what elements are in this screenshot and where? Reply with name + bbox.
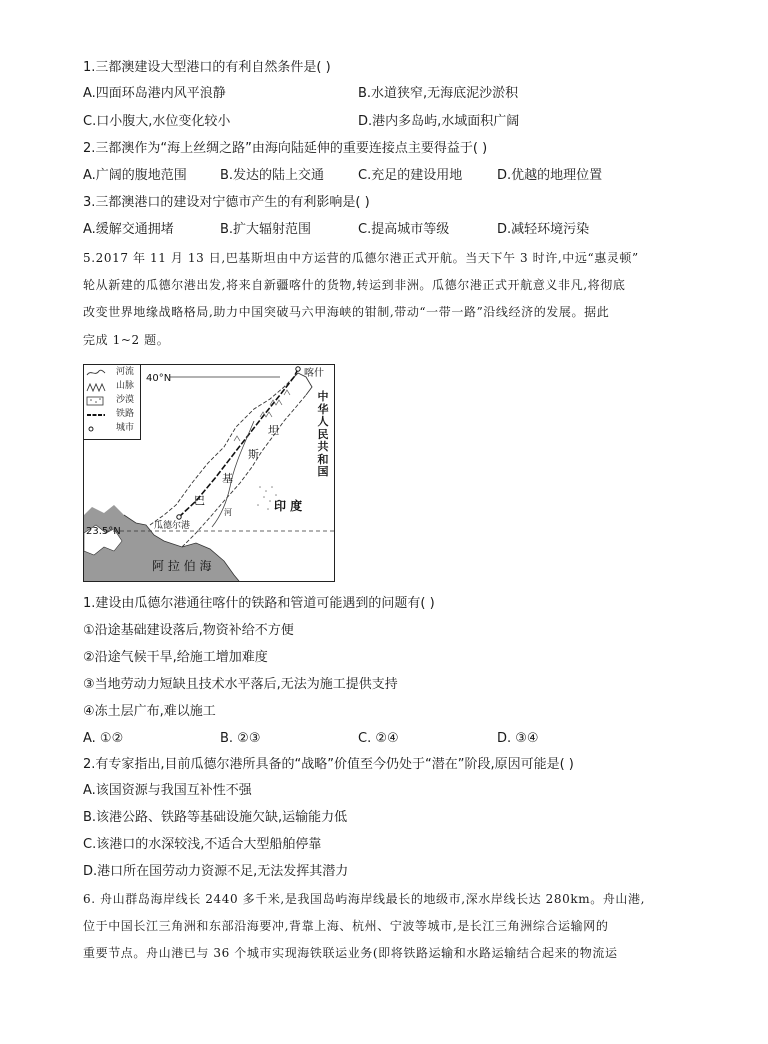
legend-item-mountain — [86, 381, 140, 393]
sub-question-2-option-a: A.该国资源与我国互补性不强 — [83, 783, 252, 798]
sub-question-1-option-d: D. ③④ — [497, 731, 539, 746]
legend-item-city — [86, 423, 140, 435]
legend-label-desert: 沙漠 — [116, 395, 135, 405]
question-2-option-a: A.广阔的腹地范围 — [83, 168, 187, 183]
question-3-option-b: B.扩大辐射范围 — [220, 222, 312, 237]
question-1-option-b: B.水道狭窄,无海底泥沙淤积 — [358, 86, 519, 101]
passage-5-line-4: 完成 1~2 题。 — [83, 333, 170, 347]
sub-question-2-option-b: B.该港公路、铁路等基础设施欠缺,运输能力低 — [83, 810, 348, 825]
map-figure — [83, 364, 335, 582]
sub-question-1-stem: 1.建设由瓜德尔港通往喀什的铁路和管道可能遇到的问题有( ) — [83, 596, 435, 611]
passage-5-line-3: 改变世界地缘战略格局,助力中国突破马六甲海峡的钳制,带动“一带一路”沿线经济的发展。据此 — [83, 305, 610, 319]
label-latitude-23-5n: 23.5°N — [86, 526, 121, 537]
question-2-option-b: B.发达的陆上交通 — [220, 168, 325, 183]
label-india: 印 度 — [274, 499, 303, 513]
legend-label-mountain: 山脉 — [116, 381, 135, 391]
city-icon — [86, 424, 106, 434]
legend-label-railway: 铁路 — [116, 409, 135, 419]
question-2-option-d: D.优越的地理位置 — [497, 168, 603, 183]
sub-question-2-stem: 2.有专家指出,目前瓜德尔港所具备的“战略”价值至今仍处于“潜在”阶段,原因可能是( ) — [83, 757, 574, 772]
passage-5-line-1: 5.2017 年 11 月 13 日,巴基斯坦由中方运营的瓜德尔港正式开航。当天下午 3 时许,中远“惠灵顿” — [83, 251, 639, 265]
legend-item-desert — [86, 395, 140, 407]
label-pakistan-2: 基 — [222, 472, 233, 485]
question-3-option-c: C.提高城市等级 — [358, 222, 450, 237]
label-latitude-40n: 40°N — [146, 373, 172, 384]
question-3-stem: 3.三都澳港口的建设对宁德市产生的有利影响是( ) — [83, 195, 370, 210]
desert-icon — [86, 396, 106, 406]
question-3-option-a: A.缓解交通拥堵 — [83, 222, 174, 237]
railway-icon — [86, 410, 106, 420]
sub-question-1-item-3: ③当地劳动力短缺且技术水平落后,无法为施工提供支持 — [83, 677, 398, 692]
legend-item-river — [86, 367, 140, 379]
sub-question-2-option-c: C.该港口的水深较浅,不适合大型船舶停靠 — [83, 837, 322, 852]
passage-5-line-2: 轮从新建的瓜德尔港出发,将来自新疆喀什的货物,转运到非洲。瓜德尔港正式开航意义非凡,将彻底 — [83, 278, 626, 292]
map-legend — [84, 365, 141, 440]
sub-question-1-option-b: B. ②③ — [220, 731, 261, 746]
passage-6-line-1: 6. 舟山群岛海岸线长 2440 多千米,是我国岛屿海岸线最长的地级市,深水岸线长达 280km。舟山港, — [83, 892, 646, 906]
question-1-option-a: A.四面环岛港内风平浪静 — [83, 86, 226, 101]
question-1-option-c: C.口小腹大,水位变化较小 — [83, 114, 231, 129]
sub-question-2-option-d: D.港口所在国劳动力资源不足,无法发挥其潜力 — [83, 864, 349, 879]
passage-6-line-2: 位于中国长江三角洲和东部沿海要冲,背靠上海、杭州、宁波等城市,是长江三角洲综合运输网的 — [83, 919, 609, 933]
question-1-option-d: D.港内多岛屿,水域面积广阔 — [358, 114, 520, 129]
label-pakistan-3: 斯 — [248, 448, 259, 461]
mountain-icon — [86, 382, 106, 392]
river-icon — [86, 368, 106, 378]
label-arabian-sea: 阿 拉 伯 海 — [152, 559, 212, 573]
sub-question-1-option-a: A. ①② — [83, 731, 124, 746]
question-1-stem: 1.三都澳建设大型港口的有利自然条件是( ) — [83, 60, 331, 75]
passage-6-line-3: 重要节点。舟山港已与 36 个城市实现海铁联运业务(即将铁路运输和水路运输结合起来的物流运 — [83, 946, 618, 960]
label-pakistan-4: 坦 — [268, 424, 279, 437]
legend-item-railway — [86, 409, 140, 421]
sub-question-1-option-c: C. ②④ — [358, 731, 399, 746]
question-2-option-c: C.充足的建设用地 — [358, 168, 463, 183]
label-river: 河 — [224, 508, 232, 517]
legend-label-river: 河流 — [116, 367, 135, 377]
sub-question-1-item-1: ①沿途基础建设落后,物资补给不方便 — [83, 623, 294, 638]
question-2-stem: 2.三都澳作为“海上丝绸之路”由海向陆延伸的重要连接点主要得益于( ) — [83, 141, 488, 156]
label-pakistan-1: 巴 — [194, 494, 205, 507]
label-city-gwadar: 瓜德尔港 — [154, 521, 191, 531]
legend-label-city: 城市 — [116, 423, 135, 433]
sub-question-1-item-4: ④冻土层广布,难以施工 — [83, 704, 216, 719]
label-city-kashgar: 喀什 — [304, 368, 324, 379]
label-china: 中华人民共和国 — [317, 390, 329, 478]
question-3-option-d: D.减轻环境污染 — [497, 222, 590, 237]
sub-question-1-item-2: ②沿途气候干旱,给施工增加难度 — [83, 650, 268, 665]
